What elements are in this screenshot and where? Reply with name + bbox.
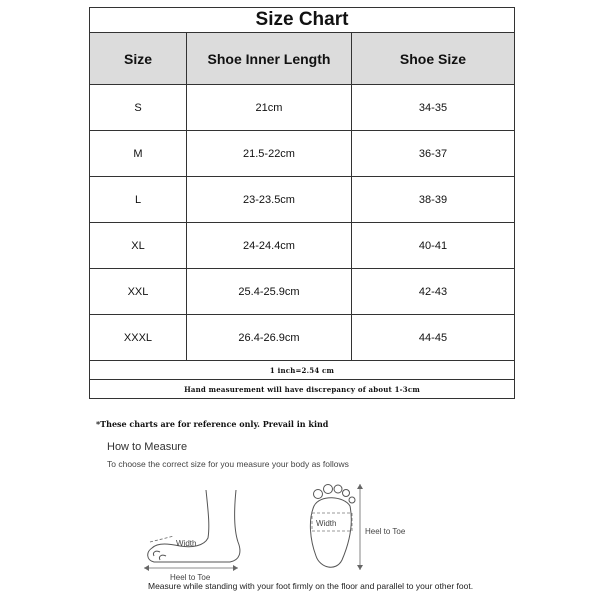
side-width-label: Width: [176, 539, 197, 548]
foot-side-view-icon: [148, 490, 240, 562]
measure-instruction: Measure while standing with your foot firmly on the floor and parallel to your other foot.: [148, 581, 474, 591]
cell-size: XXXL: [90, 315, 187, 361]
discrepancy-note: Hand measurement will have discrepancy of about 1-3cm: [90, 380, 515, 399]
reference-disclaimer: *These charts are for reference only. Prevail in kind: [96, 419, 329, 429]
how-to-measure-subtitle: To choose the correct size for you measure your body as follows: [107, 459, 349, 469]
cell-length: 26.4-26.9cm: [187, 315, 352, 361]
cell-size: XXL: [90, 269, 187, 315]
header-size: Size: [90, 33, 187, 85]
chart-title: Size Chart: [90, 8, 515, 33]
cell-length: 21.5-22cm: [187, 131, 352, 177]
table-row: [90, 223, 515, 269]
size-chart-table: [89, 7, 515, 399]
header-inner-length: Shoe Inner Length: [187, 33, 352, 85]
cell-size: L: [90, 177, 187, 223]
cell-shoe-size: 40-41: [352, 223, 515, 269]
table-row: [90, 269, 515, 315]
conversion-note: 1 inch=2.54 cm: [90, 361, 515, 380]
cell-size: XL: [90, 223, 187, 269]
how-to-measure-title: How to Measure: [107, 441, 188, 453]
table-row: [90, 85, 515, 131]
table-row: [90, 177, 515, 223]
top-heel-to-toe-label: Heel to Toe: [365, 527, 406, 536]
cell-size: M: [90, 131, 187, 177]
cell-length: 24-24.4cm: [187, 223, 352, 269]
cell-shoe-size: 42-43: [352, 269, 515, 315]
table-row: [90, 315, 515, 361]
cell-shoe-size: 36-37: [352, 131, 515, 177]
cell-shoe-size: 38-39: [352, 177, 515, 223]
side-heel-to-toe-label: Heel to Toe: [170, 573, 211, 582]
top-width-label: Width: [316, 519, 337, 528]
cell-shoe-size: 34-35: [352, 85, 515, 131]
cell-size: S: [90, 85, 187, 131]
cell-length: 25.4-25.9cm: [187, 269, 352, 315]
cell-length: 21cm: [187, 85, 352, 131]
cell-shoe-size: 44-45: [352, 315, 515, 361]
foot-measurement-illustration: [130, 470, 530, 582]
header-shoe-size: Shoe Size: [352, 33, 515, 85]
cell-length: 23-23.5cm: [187, 177, 352, 223]
table-row: [90, 131, 515, 177]
